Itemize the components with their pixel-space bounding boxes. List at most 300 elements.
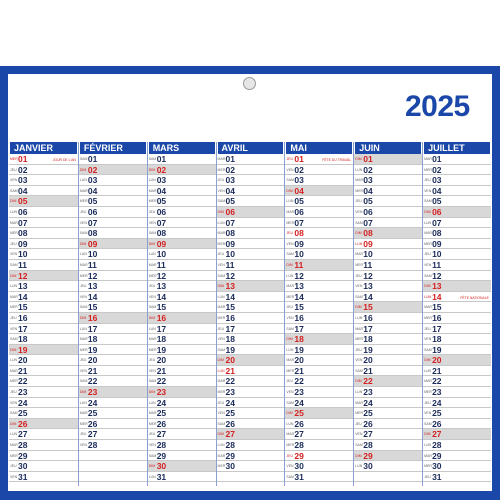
weekday-abbr: VEN <box>355 432 363 437</box>
day-number: 09 <box>18 238 28 249</box>
day-number: 06 <box>87 206 98 217</box>
weekday-abbr: DIM <box>424 358 431 363</box>
weekday-abbr: VEN <box>286 315 294 320</box>
weekday-abbr: JEU <box>10 315 17 320</box>
day-number: 07 <box>225 217 235 228</box>
weekday-abbr: SAM <box>355 443 363 448</box>
weekday-abbr: LUN <box>148 326 156 331</box>
day-row <box>79 334 147 345</box>
weekday-abbr: DIM <box>10 421 17 426</box>
weekday-abbr: MER <box>424 167 432 172</box>
day-row <box>354 334 422 345</box>
day-number: 08 <box>225 228 235 239</box>
day-number: 04 <box>87 185 98 196</box>
day-row <box>354 302 422 313</box>
day-number: 17 <box>294 323 304 334</box>
weekday-abbr: MER <box>148 199 157 204</box>
day-row <box>79 154 147 165</box>
weekday-abbr: DIM <box>148 241 156 246</box>
weekday-abbr: JEU <box>79 209 87 214</box>
weekday-abbr: DIM <box>424 432 431 437</box>
day-row <box>285 440 353 451</box>
day-number: 14 <box>87 291 98 302</box>
day-number: 12 <box>432 270 442 281</box>
weekday-abbr: LUN <box>148 400 156 405</box>
weekday-abbr: DIM <box>355 379 362 384</box>
day-row <box>423 207 491 218</box>
day-row <box>79 302 147 313</box>
month-column <box>78 142 147 486</box>
day-number: 09 <box>363 238 373 249</box>
day-number: 18 <box>432 334 442 345</box>
weekday-abbr: LUN <box>217 368 225 373</box>
day-row <box>285 260 353 271</box>
day-number: 01 <box>225 154 235 164</box>
weekday-abbr: MER <box>286 220 295 225</box>
month-column <box>422 142 491 486</box>
day-number: 14 <box>432 291 442 302</box>
weekday-abbr: MAR <box>355 400 363 405</box>
weekday-abbr: MER <box>355 188 363 193</box>
day-number: 15 <box>156 302 167 313</box>
day-row <box>423 281 491 292</box>
weekday-abbr: DIM <box>217 284 224 289</box>
month-header: JUIN <box>355 142 421 154</box>
day-number: 07 <box>18 217 28 228</box>
day-row <box>79 175 147 186</box>
day-row <box>423 440 491 451</box>
day-row <box>354 271 422 282</box>
day-row <box>148 451 216 462</box>
day-row <box>217 451 285 462</box>
weekday-abbr: DIM <box>10 347 17 352</box>
day-row <box>217 207 285 218</box>
day-row <box>354 165 422 176</box>
weekday-abbr: JEU <box>79 432 87 437</box>
day-row <box>423 292 491 303</box>
weekday-abbr: LUN <box>355 315 363 320</box>
weekday-abbr: MER <box>148 273 157 278</box>
day-row <box>79 186 147 197</box>
weekday-abbr: LUN <box>79 326 87 331</box>
day-row <box>285 408 353 419</box>
day-number: 02 <box>363 164 373 175</box>
day-number: 30 <box>363 461 373 472</box>
day-row <box>423 196 491 207</box>
weekday-abbr: MAR <box>148 411 157 416</box>
weekday-abbr: SAM <box>424 347 432 352</box>
weekday-abbr: MAR <box>355 178 363 183</box>
day-number: 26 <box>225 418 235 429</box>
day-number: 02 <box>225 164 235 175</box>
day-row <box>9 472 78 483</box>
weekday-abbr: MAR <box>217 453 226 458</box>
weekday-abbr: VEN <box>148 220 156 225</box>
day-row <box>354 398 422 409</box>
weekday-abbr: MER <box>79 347 88 352</box>
day-number: 11 <box>294 259 304 270</box>
day-number: 13 <box>87 281 98 292</box>
weekday-abbr: JEU <box>424 252 431 257</box>
day-row <box>148 408 216 419</box>
day-row <box>285 429 353 440</box>
day-row <box>354 387 422 398</box>
weekday-abbr: JEU <box>148 284 156 289</box>
day-row <box>79 461 147 472</box>
day-row <box>79 249 147 260</box>
day-number: 21 <box>294 365 304 376</box>
day-row <box>9 376 78 387</box>
day-row <box>354 324 422 335</box>
day-row <box>79 355 147 366</box>
weekday-abbr: VEN <box>424 411 432 416</box>
day-number: 24 <box>156 397 167 408</box>
day-number: 31 <box>432 471 442 482</box>
day-number: 08 <box>156 228 167 239</box>
weekday-abbr: JEU <box>286 453 293 458</box>
day-row <box>217 154 285 165</box>
weekday-abbr: DIM <box>10 273 17 278</box>
weekday-abbr: LUN <box>148 178 156 183</box>
day-number: 30 <box>18 461 28 472</box>
holiday-label: FÊTE DU TRAVAIL <box>322 158 352 162</box>
day-number: 20 <box>87 355 98 366</box>
day-number: 17 <box>156 323 167 334</box>
day-row <box>285 461 353 472</box>
day-number: 22 <box>225 376 235 387</box>
day-row <box>148 302 216 313</box>
day-row <box>148 292 216 303</box>
day-number: 12 <box>225 270 235 281</box>
day-row <box>285 313 353 324</box>
day-row <box>217 218 285 229</box>
weekday-abbr: DIM <box>355 231 362 236</box>
day-row <box>423 387 491 398</box>
day-number: 17 <box>18 323 28 334</box>
day-row <box>148 355 216 366</box>
day-row <box>423 186 491 197</box>
day-number: 03 <box>432 175 442 186</box>
day-row <box>9 281 78 292</box>
day-row <box>354 419 422 430</box>
day-row <box>285 175 353 186</box>
day-row <box>354 440 422 451</box>
weekday-abbr: MER <box>217 167 226 172</box>
day-row <box>9 271 78 282</box>
weekday-abbr: DIM <box>286 411 293 416</box>
weekday-abbr: VEN <box>286 390 294 395</box>
day-number: 11 <box>18 259 27 270</box>
day-row <box>217 249 285 260</box>
day-row <box>9 324 78 335</box>
day-row <box>79 218 147 229</box>
day-number: 25 <box>432 408 442 419</box>
day-row <box>217 334 285 345</box>
day-row <box>423 271 491 282</box>
day-row <box>148 334 216 345</box>
day-number: 18 <box>225 334 235 345</box>
day-row <box>423 345 491 356</box>
weekday-abbr: SAM <box>217 347 226 352</box>
weekday-abbr: DIM <box>355 305 362 310</box>
weekday-abbr: VEN <box>286 167 294 172</box>
day-row <box>217 408 285 419</box>
weekday-abbr: VEN <box>148 443 156 448</box>
day-row <box>354 175 422 186</box>
weekday-abbr: JEU <box>355 199 362 204</box>
day-number: 01 <box>18 154 28 164</box>
day-number: 27 <box>18 429 28 440</box>
day-number: 20 <box>156 355 167 366</box>
weekday-abbr: DIM <box>286 262 293 267</box>
weekday-abbr: JEU <box>148 209 156 214</box>
day-number: 24 <box>225 397 235 408</box>
weekday-abbr: SAM <box>10 411 18 416</box>
day-row <box>9 419 78 430</box>
day-row <box>148 239 216 250</box>
weekday-abbr: MER <box>424 464 432 469</box>
day-row <box>354 186 422 197</box>
day-row <box>423 175 491 186</box>
day-row <box>148 165 216 176</box>
weekday-abbr: VEN <box>424 337 432 342</box>
day-row <box>285 451 353 462</box>
day-row <box>423 228 491 239</box>
day-row <box>354 239 422 250</box>
day-row <box>354 345 422 356</box>
day-number: 24 <box>294 397 304 408</box>
day-number: 15 <box>294 302 304 313</box>
day-number: 10 <box>156 249 167 260</box>
weekday-abbr: SAM <box>217 273 226 278</box>
weekday-abbr: SAM <box>79 379 88 384</box>
day-row <box>354 228 422 239</box>
day-row <box>148 398 216 409</box>
day-number: 21 <box>156 365 167 376</box>
weekday-abbr: LUN <box>79 252 87 257</box>
day-number: 21 <box>18 365 28 376</box>
day-number: 15 <box>432 302 442 313</box>
day-row <box>79 398 147 409</box>
weekday-abbr: DIM <box>286 188 293 193</box>
weekday-abbr: LUN <box>355 390 363 395</box>
day-number: 13 <box>294 281 304 292</box>
day-number: 16 <box>87 312 98 323</box>
day-number: 08 <box>18 228 28 239</box>
weekday-abbr: MAR <box>424 379 432 384</box>
weekday-abbr: JEU <box>217 400 225 405</box>
day-row <box>79 313 147 324</box>
day-number: 15 <box>225 302 235 313</box>
holiday-label: JOUR DE L'AN <box>52 158 76 162</box>
weekday-abbr: SAM <box>286 474 294 479</box>
weekday-abbr: LUN <box>286 347 294 352</box>
day-number: 22 <box>363 376 373 387</box>
weekday-abbr: JEU <box>10 464 17 469</box>
day-row <box>9 186 78 197</box>
day-number: 05 <box>294 196 304 207</box>
month-column <box>9 142 78 486</box>
weekday-abbr: JEU <box>79 358 87 363</box>
day-row <box>79 345 147 356</box>
weekday-abbr: DIM <box>355 453 362 458</box>
weekday-abbr: DIM <box>79 167 87 172</box>
weekday-abbr: JEU <box>217 326 225 331</box>
day-number: 15 <box>363 302 373 313</box>
day-number: 06 <box>18 206 28 217</box>
weekday-abbr: SAM <box>424 273 432 278</box>
weekday-abbr: VEN <box>79 220 88 225</box>
day-number: 13 <box>225 281 235 292</box>
weekday-abbr: MAR <box>148 188 157 193</box>
day-number: 18 <box>363 334 373 345</box>
day-row <box>217 419 285 430</box>
day-number: 16 <box>18 312 28 323</box>
weekday-abbr: MER <box>286 294 295 299</box>
day-number: 28 <box>363 440 373 451</box>
day-row <box>354 313 422 324</box>
day-number: 12 <box>294 270 304 281</box>
weekday-abbr: DIM <box>148 464 156 469</box>
day-row <box>148 154 216 165</box>
day-row <box>285 154 353 165</box>
weekday-abbr: MER <box>217 464 226 469</box>
weekday-abbr: SAM <box>79 231 88 236</box>
day-row <box>9 334 78 345</box>
day-number: 27 <box>363 429 373 440</box>
day-number: 20 <box>225 355 235 366</box>
weekday-abbr: MER <box>10 157 18 161</box>
weekday-abbr: DIM <box>79 390 87 395</box>
day-row <box>285 345 353 356</box>
day-row <box>148 461 216 472</box>
day-row <box>285 302 353 313</box>
weekday-abbr: SAM <box>424 199 432 204</box>
day-row <box>148 419 216 430</box>
day-number: 21 <box>87 365 98 376</box>
day-number: 25 <box>87 408 98 419</box>
day-row <box>285 239 353 250</box>
weekday-abbr: VEN <box>10 400 18 405</box>
day-row <box>423 451 491 462</box>
day-number: 13 <box>432 281 442 292</box>
weekday-abbr: VEN <box>148 368 156 373</box>
day-number: 11 <box>363 259 373 270</box>
weekday-abbr: MER <box>355 337 363 342</box>
day-row <box>217 196 285 207</box>
weekday-abbr: JEU <box>286 231 293 236</box>
hanging-hole <box>243 77 256 90</box>
day-row <box>354 207 422 218</box>
day-number: 12 <box>156 270 167 281</box>
day-number: 19 <box>18 344 28 355</box>
day-number: 14 <box>294 291 304 302</box>
day-number: 08 <box>432 228 442 239</box>
day-row <box>354 260 422 271</box>
day-row <box>9 408 78 419</box>
day-number: 03 <box>87 175 98 186</box>
day-row <box>285 281 353 292</box>
day-number: 31 <box>294 471 304 482</box>
day-row <box>354 408 422 419</box>
weekday-abbr: SAM <box>148 453 157 458</box>
day-row <box>79 239 147 250</box>
weekday-abbr: JEU <box>355 273 362 278</box>
day-row <box>423 461 491 472</box>
day-row <box>217 281 285 292</box>
weekday-abbr: SAM <box>10 337 18 342</box>
day-number: 17 <box>432 323 442 334</box>
weekday-abbr: DIM <box>424 284 431 289</box>
weekday-abbr: SAM <box>79 157 88 161</box>
day-number: 29 <box>294 450 304 461</box>
weekday-abbr: VEN <box>217 411 225 416</box>
weekday-abbr: SAM <box>355 368 363 373</box>
day-row <box>9 451 78 462</box>
day-row <box>148 186 216 197</box>
day-row <box>79 292 147 303</box>
day-number: 03 <box>156 175 167 186</box>
weekday-abbr: SAM <box>148 231 157 236</box>
day-number: 23 <box>294 387 304 398</box>
day-number: 13 <box>363 281 373 292</box>
day-number: 04 <box>363 185 373 196</box>
weekday-abbr: LUN <box>79 178 87 183</box>
day-row <box>285 366 353 377</box>
day-row <box>9 398 78 409</box>
day-row <box>9 239 78 250</box>
day-row <box>79 271 147 282</box>
weekday-abbr: MER <box>10 453 18 458</box>
day-row <box>217 355 285 366</box>
day-row <box>9 154 78 165</box>
day-row <box>354 451 422 462</box>
day-row <box>79 196 147 207</box>
day-number: 10 <box>225 249 235 260</box>
day-number: 09 <box>225 238 235 249</box>
day-row <box>423 376 491 387</box>
weekday-abbr: JEU <box>424 474 431 479</box>
weekday-abbr: VEN <box>10 178 18 183</box>
day-number: 02 <box>87 164 98 175</box>
weekday-abbr: DIM <box>217 358 224 363</box>
day-number: 15 <box>87 302 98 313</box>
weekday-abbr: MAR <box>286 432 295 437</box>
day-number: 26 <box>18 418 28 429</box>
day-number: 25 <box>363 408 373 419</box>
weekday-abbr: JEU <box>286 157 293 161</box>
weekday-abbr: DIM <box>79 315 87 320</box>
day-number: 16 <box>225 312 235 323</box>
day-number: 10 <box>363 249 373 260</box>
weekday-abbr: SAM <box>286 252 294 257</box>
day-number: 23 <box>225 387 235 398</box>
day-row <box>217 186 285 197</box>
holiday-label: FÊTE NATIONALE <box>460 295 489 300</box>
day-row <box>79 440 147 451</box>
day-row <box>354 196 422 207</box>
weekday-abbr: VEN <box>217 262 225 267</box>
day-row <box>217 429 285 440</box>
day-number: 17 <box>363 323 373 334</box>
day-row <box>9 302 78 313</box>
day-number: 03 <box>363 175 373 186</box>
day-number: 13 <box>156 281 167 292</box>
day-row <box>79 228 147 239</box>
day-number: 25 <box>294 408 304 419</box>
day-row <box>217 228 285 239</box>
day-number: 26 <box>156 418 167 429</box>
